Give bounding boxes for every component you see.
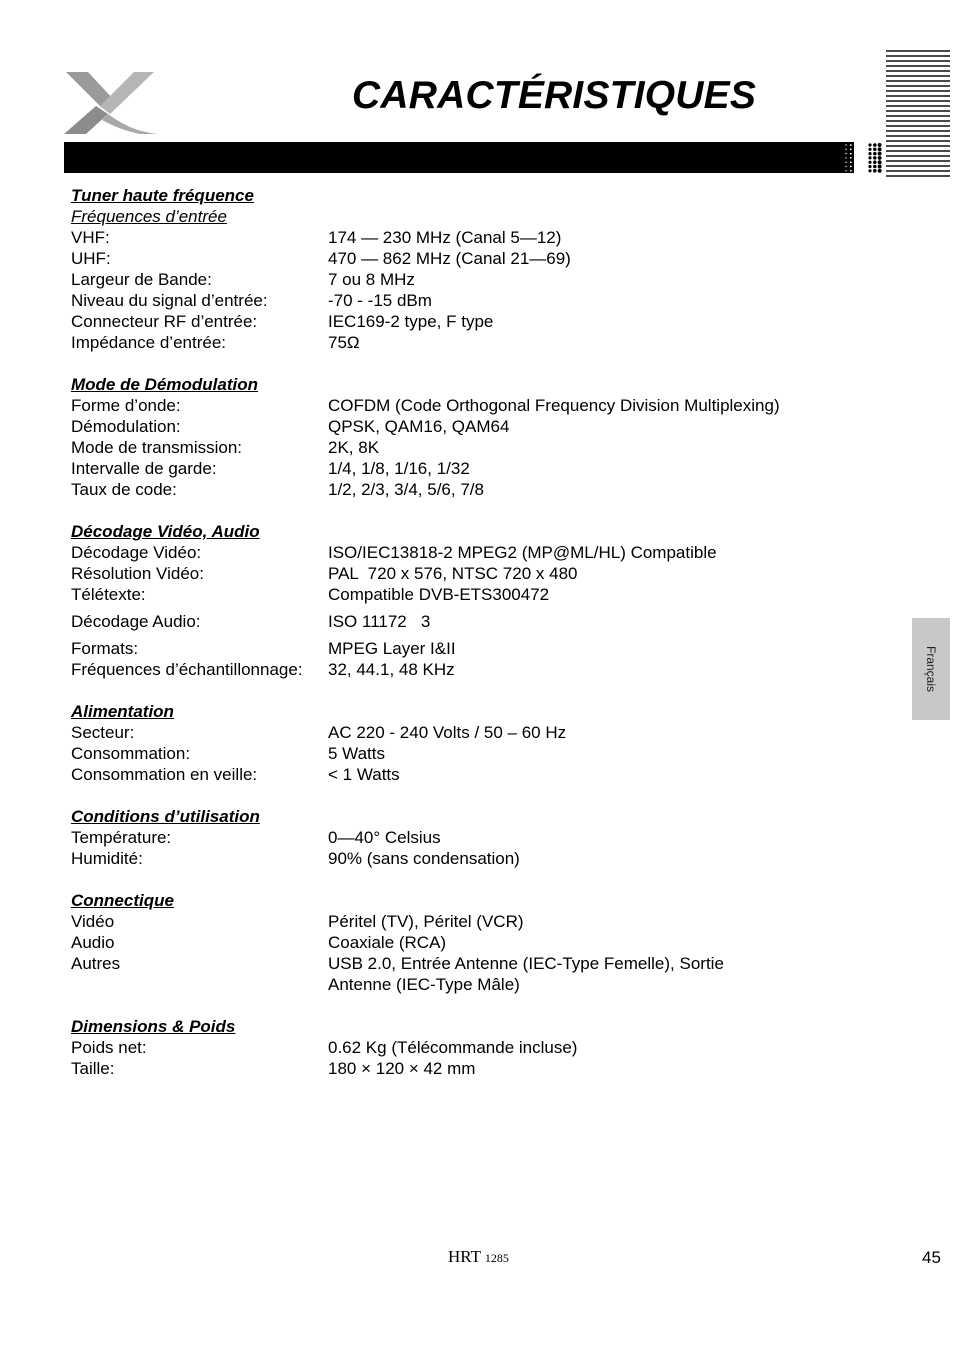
stripe-line [886, 80, 950, 82]
spec-section [71, 890, 871, 995]
spec-label: Connecteur RF d’entrée: [71, 312, 258, 331]
spec-value: ISO/IEC13818-2 MPEG2 (MP@ML/HL) Compatible [328, 543, 717, 562]
pattern-dot [868, 161, 871, 164]
section-title: Conditions d’utilisation [71, 807, 260, 826]
pattern-dot [873, 165, 877, 169]
spec-row [71, 932, 871, 953]
spec-label: Taux de code: [71, 480, 177, 499]
pattern-dot [845, 144, 846, 145]
stripe-line [886, 110, 950, 112]
spec-value: AC 220 - 240 Volts / 50 – 60 Hz [328, 723, 567, 742]
specifications-list [71, 185, 871, 1100]
pattern-dot [868, 152, 871, 155]
spec-value: PAL 720 x 576, NTSC 720 x 480 [328, 564, 578, 583]
spec-row [71, 827, 871, 848]
pattern-dot [864, 165, 867, 168]
spec-row [71, 584, 871, 605]
spec-label: Niveau du signal d’entrée: [71, 291, 268, 310]
spec-label: Impédance d’entrée: [71, 333, 226, 352]
spec-value: 1/4, 1/8, 1/16, 1/32 [328, 459, 470, 478]
pattern-dot [855, 165, 857, 167]
pattern-dot [859, 148, 861, 150]
pattern-dot [864, 152, 867, 155]
spec-label: Intervalle de garde: [71, 459, 217, 478]
stripe-line [886, 120, 950, 122]
pattern-dot [850, 144, 852, 146]
spec-label: Télétexte: [71, 585, 146, 604]
pattern-dot [878, 152, 882, 156]
pattern-dot [850, 170, 852, 172]
footer-model-number: 1285 [484, 1251, 509, 1265]
stripe-line [886, 90, 950, 92]
stripe-line [886, 150, 950, 152]
spec-row [71, 953, 871, 995]
pattern-dot [868, 169, 871, 172]
stripe-line [886, 100, 950, 102]
section-title: Connectique [71, 891, 174, 910]
spec-label: Vidéo [71, 912, 115, 931]
spec-row [71, 311, 871, 332]
spec-row [71, 764, 871, 785]
footer-model [448, 1247, 509, 1267]
page-number: 45 [922, 1248, 941, 1267]
pattern-dot [855, 161, 857, 163]
spec-label: Fréquences d’échantillonnage: [71, 660, 303, 679]
spec-section [71, 374, 871, 500]
pattern-dot [845, 166, 846, 167]
spec-label: Taille: [71, 1059, 115, 1078]
stripe-line [886, 155, 950, 157]
pattern-dot [868, 143, 871, 146]
section-title: Tuner haute fréquence [71, 186, 254, 205]
spec-row [71, 743, 871, 764]
pattern-dot [864, 144, 867, 147]
spec-section [71, 1016, 871, 1079]
pattern-dot [878, 169, 882, 173]
corner-stripes [886, 50, 950, 180]
language-tab-label: Français [924, 645, 938, 693]
spec-value: QPSK, QAM16, QAM64 [328, 417, 510, 436]
pattern-dot [878, 143, 882, 147]
spec-row [71, 458, 871, 479]
spec-row [71, 563, 871, 584]
spec-row [71, 542, 871, 563]
stripe-line [886, 55, 950, 57]
pattern-dot [868, 156, 871, 159]
spec-label: Consommation: [71, 744, 191, 763]
pattern-dot [859, 165, 861, 167]
brand-logo [62, 70, 162, 136]
stripe-line [886, 125, 950, 127]
spec-value: 90% (sans condensation) [328, 849, 520, 868]
stripe-line [886, 140, 950, 142]
pattern-dot [845, 170, 846, 171]
spec-row [71, 638, 871, 659]
spec-value: USB 2.0, Entrée Antenne (IEC-Type Femelle), Sortie Antenne (IEC-Type Mâle) [328, 954, 724, 994]
spec-value: COFDM (Code Orthogonal Frequency Division Multiplexing) [328, 396, 780, 415]
pattern-dot [878, 156, 882, 160]
pattern-dot [859, 161, 861, 163]
spec-label: Démodulation: [71, 417, 181, 436]
spec-value: 5 Watts [328, 744, 385, 763]
pattern-dot [855, 144, 857, 146]
spec-label: Mode de transmission: [71, 438, 243, 457]
spec-row [71, 1037, 871, 1058]
section-title: Décodage Vidéo, Audio [71, 522, 260, 541]
spec-row [71, 332, 871, 353]
spec-row [71, 227, 871, 248]
section-subtitle: Fréquences d’entrée [71, 207, 227, 226]
pattern-dot [859, 152, 861, 154]
spec-section [71, 185, 871, 353]
stripe-line [886, 165, 950, 167]
spec-value: 180 × 120 × 42 mm [328, 1059, 476, 1078]
pattern-dot [873, 169, 877, 173]
spec-row [71, 416, 871, 437]
stripe-line [886, 60, 950, 62]
spec-row [71, 1058, 871, 1079]
pattern-dot [864, 156, 867, 159]
stripe-line [886, 85, 950, 87]
stripe-line [886, 50, 950, 52]
spec-value: Péritel (TV), Péritel (VCR) [328, 912, 524, 931]
spec-value: MPEG Layer I&II [328, 639, 456, 658]
page-title: CARACTÉRISTIQUES [352, 74, 757, 117]
spec-section [71, 521, 871, 680]
pattern-dot [868, 165, 871, 168]
pattern-dot [878, 165, 882, 169]
spec-label: VHF: [71, 228, 110, 247]
pattern-dot [845, 149, 846, 150]
spec-label: Poids net: [71, 1038, 147, 1057]
stripe-line [886, 95, 950, 97]
stripe-line [886, 135, 950, 137]
spec-label: UHF: [71, 249, 111, 268]
language-tab [912, 618, 950, 720]
spec-row [71, 248, 871, 269]
spec-label: Largeur de Bande: [71, 270, 212, 289]
pattern-dot [845, 162, 846, 163]
spec-value: 2K, 8K [328, 438, 380, 457]
spec-value: 75Ω [328, 333, 360, 352]
pattern-dot [873, 148, 877, 152]
pattern-dot [864, 169, 867, 172]
pattern-dot [845, 153, 846, 154]
spec-value: 1/2, 2/3, 3/4, 5/6, 7/8 [328, 480, 484, 499]
stripe-line [886, 160, 950, 162]
spec-row [71, 659, 871, 680]
pattern-dot [878, 147, 882, 151]
spec-value: ISO 11172 3 [328, 612, 431, 631]
pattern-dot [850, 166, 852, 168]
section-title: Alimentation [71, 702, 174, 721]
pattern-dot [859, 170, 861, 172]
pattern-dot [855, 157, 857, 159]
pattern-dot [873, 160, 877, 164]
spec-label: Consommation en veille: [71, 765, 258, 784]
stripe-line [886, 145, 950, 147]
footer-model-name: HRT [448, 1247, 481, 1266]
stripe-line [886, 130, 950, 132]
pattern-dot [859, 157, 861, 159]
spec-value: IEC169-2 type, F type [328, 312, 494, 331]
spec-row [71, 269, 871, 290]
spec-label: Humidité: [71, 849, 143, 868]
pattern-dot [864, 148, 867, 151]
spec-value: 0.62 Kg (Télécommande incluse) [328, 1038, 578, 1057]
stripe-line [886, 65, 950, 67]
pattern-dot [873, 143, 877, 147]
spec-row [71, 911, 871, 932]
spec-section [71, 806, 871, 869]
header-bar [64, 142, 854, 173]
section-title: Mode de Démodulation [71, 375, 258, 394]
spec-label: Température: [71, 828, 172, 847]
spec-label: Audio [71, 933, 115, 952]
pattern-dot [878, 160, 882, 164]
pattern-dot [873, 152, 877, 156]
pattern-dot [855, 153, 857, 155]
spec-value: Coaxiale (RCA) [328, 933, 447, 952]
pattern-dot [873, 156, 877, 160]
spec-row [71, 479, 871, 500]
stripe-line [886, 175, 950, 177]
stripe-line [886, 115, 950, 117]
spec-value: Compatible DVB-ETS300472 [328, 585, 550, 604]
spec-row [71, 437, 871, 458]
spec-label: Décodage Audio: [71, 612, 201, 631]
pattern-dot [845, 157, 846, 158]
pattern-dot [850, 153, 852, 155]
spec-value: 0—40° Celsius [328, 828, 441, 847]
spec-section [71, 701, 871, 785]
stripe-line [886, 75, 950, 77]
stripe-line [886, 70, 950, 72]
spec-row [71, 611, 871, 632]
spec-row [71, 722, 871, 743]
spec-value: < 1 Watts [328, 765, 400, 784]
spec-row [71, 290, 871, 311]
stripe-line [886, 105, 950, 107]
pattern-dot [850, 161, 852, 163]
pattern-dot [859, 144, 861, 146]
pattern-dot [868, 148, 871, 151]
pattern-dot [864, 161, 867, 164]
spec-label: Forme d’onde: [71, 396, 181, 415]
header-dot-pattern [842, 142, 882, 173]
spec-value: 32, 44.1, 48 KHz [328, 660, 455, 679]
spec-row [71, 848, 871, 869]
spec-label: Décodage Vidéo: [71, 543, 202, 562]
section-title: Dimensions & Poids [71, 1017, 236, 1036]
spec-value: 174 — 230 MHz (Canal 5—12) [328, 228, 562, 247]
pattern-dot [855, 170, 857, 172]
spec-row [71, 395, 871, 416]
pattern-dot [850, 148, 852, 150]
spec-label: Résolution Vidéo: [71, 564, 204, 583]
spec-label: Autres [71, 954, 121, 973]
pattern-dot [855, 148, 857, 150]
spec-label: Secteur: [71, 723, 135, 742]
spec-value: -70 - -15 dBm [328, 291, 432, 310]
spec-value: 7 ou 8 MHz [328, 270, 415, 289]
pattern-dot [850, 157, 852, 159]
spec-label: Formats: [71, 639, 139, 658]
spec-value: 470 — 862 MHz (Canal 21—69) [328, 249, 571, 268]
stripe-line [886, 170, 950, 172]
